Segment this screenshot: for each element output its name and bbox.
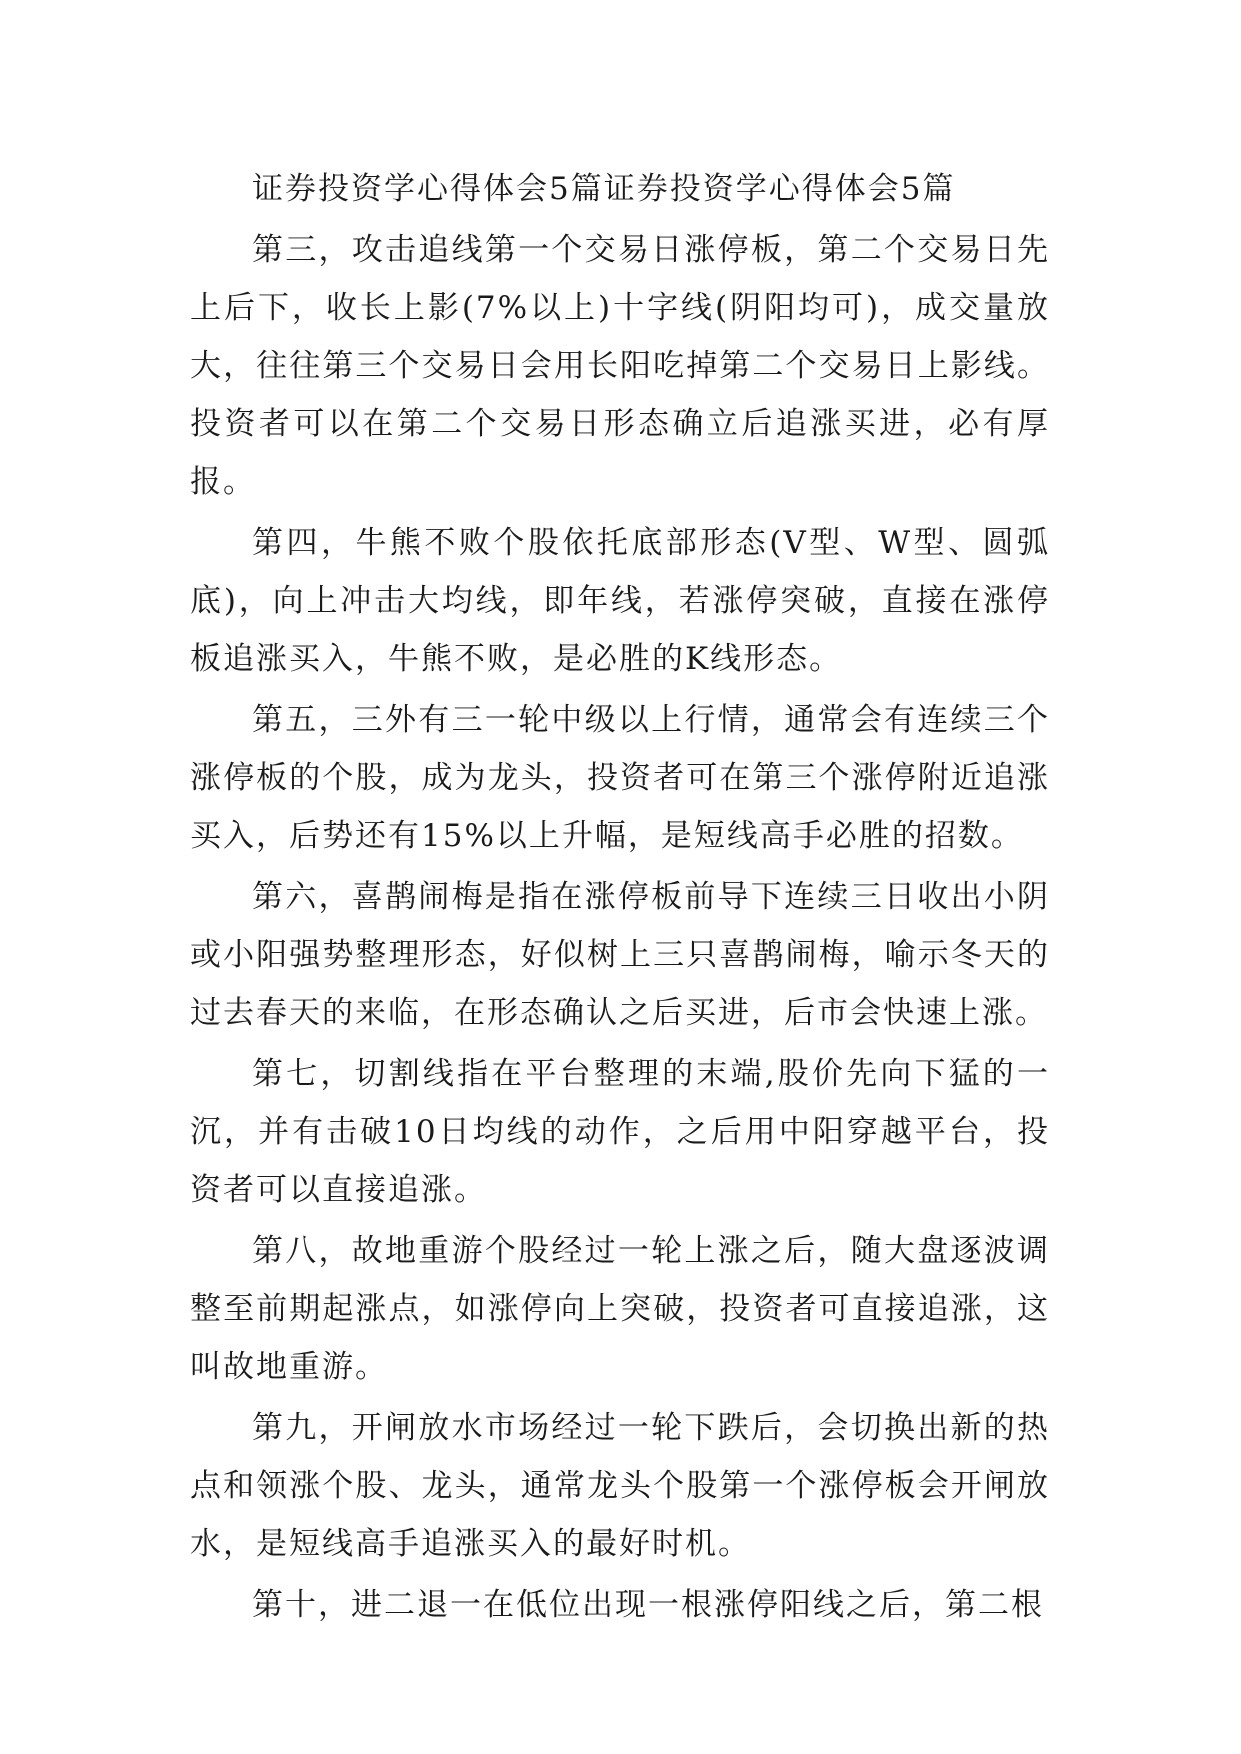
paragraph-10: 第十，进二退一在低位出现一根涨停阳线之后，第二根 [252,1587,1044,1623]
paragraph-8: 第八，故地重游个股经过一轮上涨之后，随大盘逐波调整至前期起涨点，如涨停向上突破，投资者可直接追涨，这叫故地重游。 [190,1233,1050,1385]
paragraph-9: 第九，开闸放水市场经过一轮下跌后，会切换出新的热点和领涨个股、龙头，通常龙头个股第一个涨停板会开闸放水，是短线高手追涨买入的最好时机。 [190,1410,1050,1562]
paragraph-4: 第四，牛熊不败个股依托底部形态(V型、W型、圆弧底)，向上冲击大均线，即年线，若涨停突破，直接在涨停板追涨买入，牛熊不败，是必胜的K线形态。 [190,525,1050,677]
paragraph-3: 第三，攻击追线第一个交易日涨停板，第二个交易日先上后下，收长上影(7%以上)十字线(阴阳均可)，成交量放大，往往第三个交易日会用长阳吃掉第二个交易日上影线。投资者可以在第二个交易日形态确立后追涨买进，必有厚报。 [190,232,1050,500]
document-body [190,160,1050,1637]
document-title: 证券投资学心得体会5篇证券投资学心得体会5篇 [252,171,956,207]
paragraph-7: 第七，切割线指在平台整理的末端,股价先向下猛的一沉，并有击破10日均线的动作，之后用中阳穿越平台，投资者可以直接追涨。 [190,1056,1050,1208]
paragraph-6: 第六，喜鹊闹梅是指在涨停板前导下连续三日收出小阴或小阳强势整理形态，好似树上三只喜鹊闹梅，喻示冬天的过去春天的来临，在形态确认之后买进，后市会快速上涨。 [190,879,1050,1031]
paragraph-5: 第五，三外有三一轮中级以上行情，通常会有连续三个涨停板的个股，成为龙头，投资者可在第三个涨停附近追涨买入，后势还有15%以上升幅，是短线高手必胜的招数。 [190,702,1050,854]
